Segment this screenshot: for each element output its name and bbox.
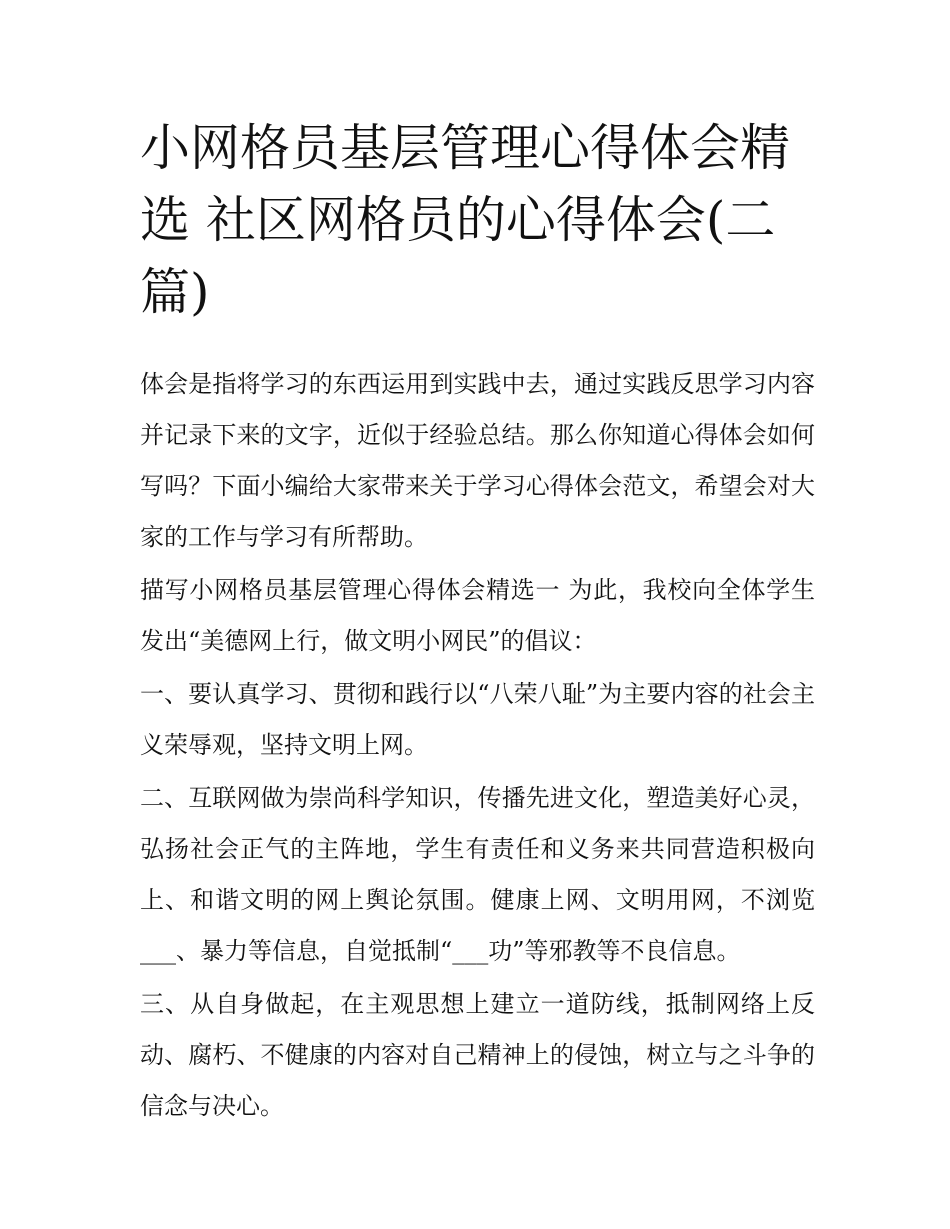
paragraph-item-two: 二、互联网做为崇尚科学知识，传播先进文化，塑造美好心灵，弘扬社会正气的主阵地，学生有责任和义务来共同营造积极向上、和谐文明的网上舆论氛围。健康上网、文明用网，不浏览___、暴力等信息，自觉抵制“___功”等邪教等不良信息。 <box>140 784 815 965</box>
paragraph-item-three: 三、从自身做起，在主观思想上建立一道防线，抵制网络上反动、腐朽、不健康的内容对自己精神上的侵蚀，树立与之斗争的信念与决心。 <box>140 990 815 1120</box>
paragraph-section-one-intro: 描写小网格员基层管理心得体会精选一 为此，我校向全体学生发出“美德网上行，做文明小网民”的倡议： <box>140 576 815 655</box>
document-title: 小网格员基层管理心得体会精选 社区网格员的心得体会(二篇) <box>140 119 790 321</box>
paragraph-item-one: 一、要认真学习、贯彻和践行以“八荣八耻”为主要内容的社会主义荣辱观，坚持文明上网。 <box>140 680 815 759</box>
paragraph-intro: 体会是指将学习的东西运用到实践中去，通过实践反思学习内容并记录下来的文字，近似于经验总结。那么你知道心得体会如何写吗？下面小编给大家带来关于学习心得体会范文，希望会对大家的工作与学习有所帮助。 <box>140 370 815 551</box>
document-body <box>140 359 815 1134</box>
